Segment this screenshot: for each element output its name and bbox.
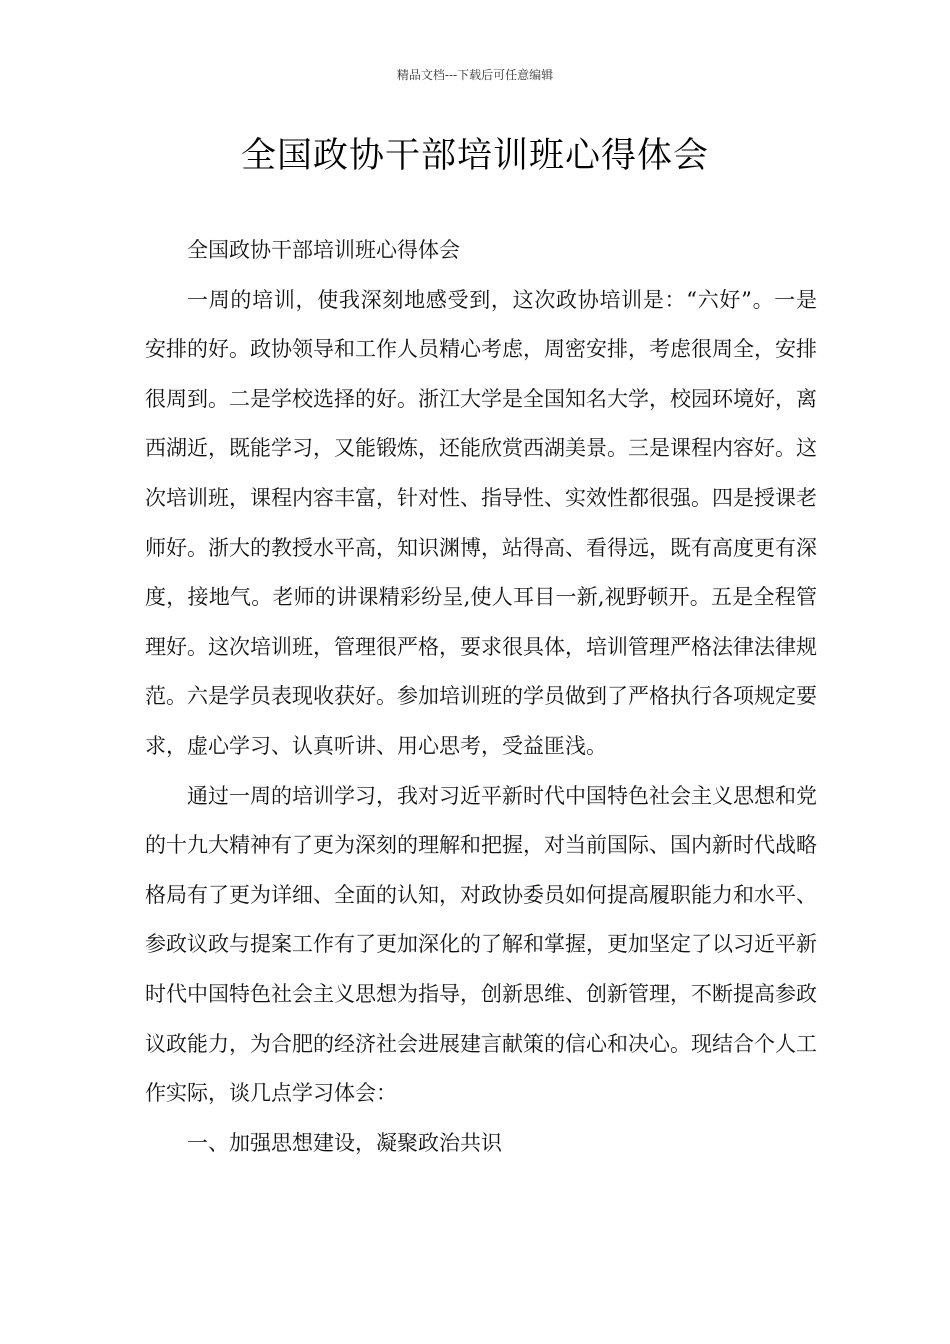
section-heading-1: 一、加强思想建设，凝聚政治共识 <box>187 1130 502 1155</box>
paragraph-learning-summary: 通过一周的培训学习，我对习近平新时代中国特色社会主义思想和党的十九大精神有了更为深刻的理解和把握，对当前国际、国内新时代战略格局有了更为详细、全面的认知，对政协委员如何提高履职能力和水平、参政议政与提案工作有了更加深化的了解和掌握，更加坚定了以习近平新时代中国特色社会主义思想为指导，创新思维、创新管理，不断提高参政议政能力，为合肥的经济社会进展建言献策的信心和决心。现结合个人工作实际，谈几点学习体会： <box>145 783 817 1106</box>
document-body <box>145 226 817 1168</box>
paragraph-subtitle: 全国政协干部培训班心得体会 <box>187 238 460 262</box>
document-title: 全国政协干部培训班心得体会 <box>240 136 709 176</box>
header-note: 精品文档---下载后可任意编辑 <box>396 68 554 82</box>
paragraph-six-goods: 一周的培训，使我深刻地感受到，这次政协培训是：“六好”。一是安排的好。政协领导和工作人员精心考虑，周密安排，考虑很周全，安排很周到。二是学校选择的好。浙江大学是全国知名大学，校园环境好，离西湖近，既能学习，又能锻炼，还能欣赏西湖美景。三是课程内容好。这次培训班，课程内容丰富，针对性、指导性、实效性都很强。四是授课老师好。浙大的教授水平高，知识渊博，站得高、看得远，既有高度更有深度，接地气。老师的讲课精彩纷呈,使人耳目一新,视野顿开。五是全程管理好。这次培训班，管理很严格，要求很具体，培训管理严格法律法律规范。六是学员表现收获好。参加培训班的学员做到了严格执行各项规定要求，虚心学习、认真听讲、用心思考，受益匪浅。 <box>145 287 817 758</box>
